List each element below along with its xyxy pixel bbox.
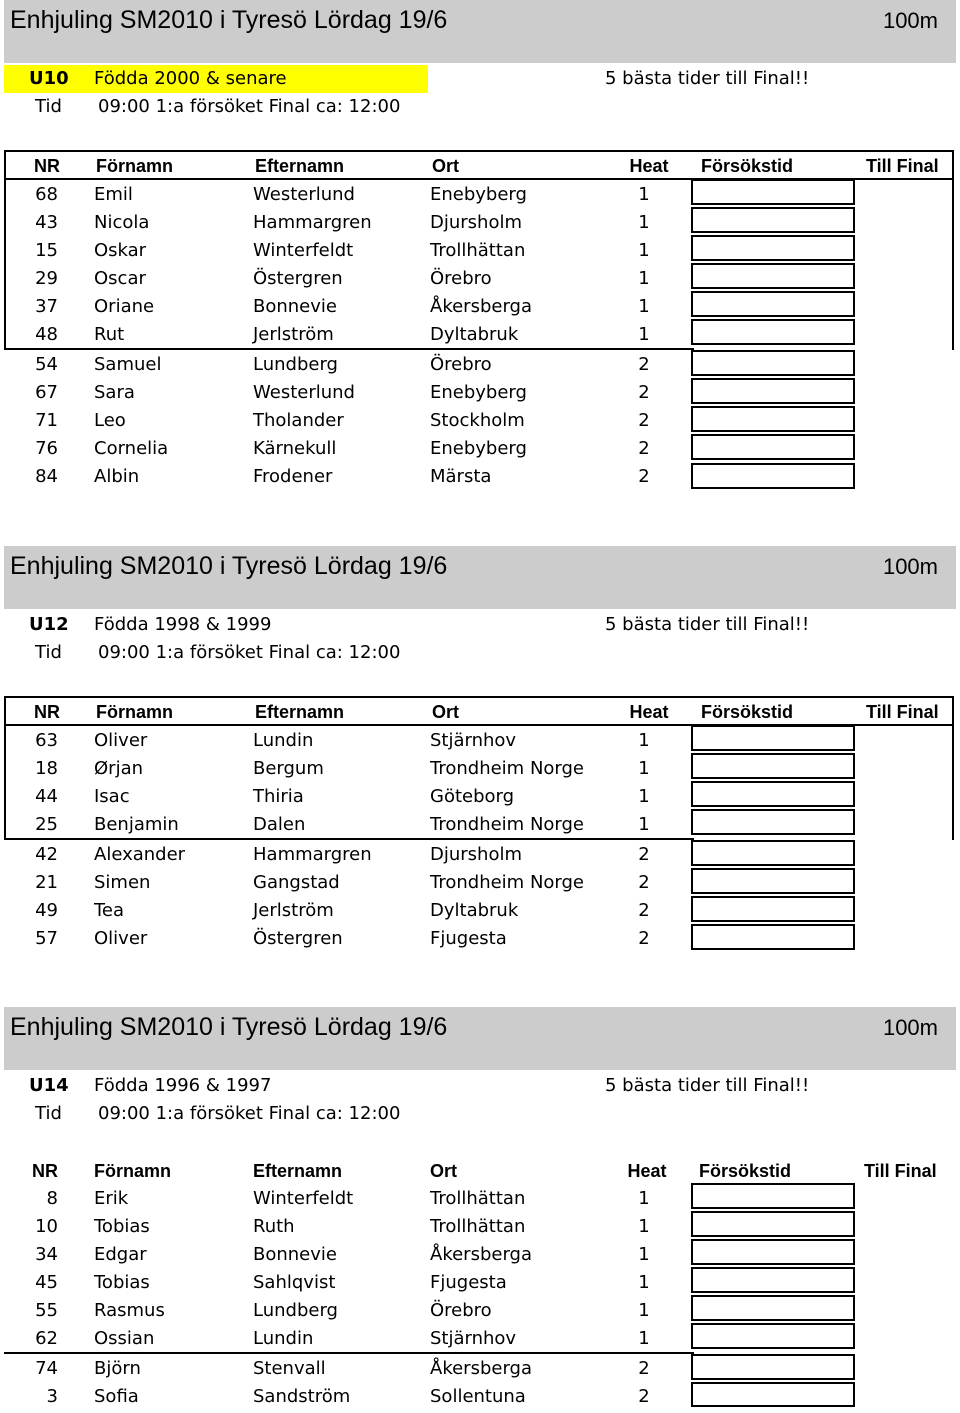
trial-time-box[interactable] (691, 896, 855, 922)
cell-heat: 2 (638, 466, 650, 487)
cell-firstname: Emil (94, 184, 133, 205)
cell-lastname: Kärnekull (253, 438, 337, 459)
cell-city: Dyltabruk (430, 900, 519, 921)
page-title: Enhjuling SM2010 i Tyresö Lördag 19/6 (10, 552, 448, 580)
col-lastname: Efternamn (253, 1161, 343, 1181)
table-header (4, 696, 954, 726)
trial-time-box[interactable] (691, 1354, 855, 1380)
col-nr: NR (32, 1161, 58, 1181)
cell-firstname: Tobias (94, 1272, 150, 1293)
col-nr: NR (34, 156, 60, 176)
cell-nr: 18 (35, 758, 58, 779)
cell-city: Fjugesta (430, 1272, 507, 1293)
trial-time-box[interactable] (691, 1239, 855, 1265)
page-title: Enhjuling SM2010 i Tyresö Lördag 19/6 (10, 6, 448, 34)
cell-firstname: Sara (94, 382, 135, 403)
cell-firstname: Benjamin (94, 814, 179, 835)
cell-lastname: Lundberg (253, 1300, 338, 1321)
time-value: 09:00 1:a försöket Final ca: 12:00 (98, 96, 401, 117)
cell-heat: 1 (638, 786, 650, 807)
cell-firstname: Erik (94, 1188, 129, 1209)
col-lastname: Efternamn (255, 702, 345, 722)
cell-firstname: Isac (94, 786, 130, 807)
cell-lastname: Frodener (253, 466, 333, 487)
trial-time-box[interactable] (691, 463, 855, 489)
cell-nr: 76 (35, 438, 58, 459)
col-city: Ort (432, 156, 459, 176)
trial-time-box[interactable] (691, 868, 855, 894)
cell-lastname: Hammargren (253, 844, 372, 865)
col-final: Till Final (864, 1161, 937, 1181)
cell-nr: 54 (35, 354, 58, 375)
cell-heat: 2 (638, 354, 650, 375)
cell-nr: 15 (35, 240, 58, 261)
cell-city: Trondheim Norge (430, 758, 585, 779)
col-heat: Heat (627, 1161, 667, 1181)
cell-firstname: Oriane (94, 296, 155, 317)
cell-lastname: Bonnevie (253, 1244, 337, 1265)
trial-time-box[interactable] (691, 319, 855, 345)
cell-lastname: Lundin (253, 730, 314, 751)
cell-lastname: Östergren (253, 268, 343, 289)
col-firstname: Förnamn (96, 156, 174, 176)
title-bar (4, 546, 956, 609)
cell-nr: 68 (35, 184, 58, 205)
cell-nr: 49 (35, 900, 58, 921)
cell-heat: 1 (638, 758, 650, 779)
born-label: Födda 1996 & 1997 (94, 1075, 272, 1096)
col-nr: NR (34, 702, 60, 722)
cell-city: Enebyberg (430, 184, 527, 205)
col-lastname: Efternamn (255, 156, 345, 176)
trial-time-box[interactable] (691, 1183, 855, 1209)
cell-firstname: Tobias (94, 1216, 150, 1237)
col-trial: Försökstid (701, 702, 794, 722)
cell-nr: 3 (46, 1386, 58, 1407)
trial-time-box[interactable] (691, 434, 855, 460)
cell-lastname: Bonnevie (253, 296, 337, 317)
cell-firstname: Björn (94, 1358, 141, 1379)
cell-city: Örebro (430, 1300, 492, 1321)
cell-firstname: Oliver (94, 928, 148, 949)
final-note: 5 bästa tider till Final!! (605, 1075, 810, 1096)
cell-city: Stockholm (430, 410, 525, 431)
col-firstname: Förnamn (94, 1161, 172, 1181)
cell-nr: 45 (35, 1272, 58, 1293)
cell-lastname: Hammargren (253, 212, 372, 233)
class-label: U14 (29, 1075, 69, 1096)
cell-nr: 74 (35, 1358, 58, 1379)
cell-heat: 1 (638, 268, 650, 289)
cell-nr: 8 (46, 1188, 58, 1209)
cell-firstname: Oliver (94, 730, 148, 751)
section-u12 (0, 546, 960, 966)
cell-heat: 1 (638, 814, 650, 835)
trial-time-box[interactable] (691, 809, 855, 835)
trial-time-box[interactable] (691, 378, 855, 404)
cell-heat: 1 (638, 1188, 650, 1209)
trial-time-box[interactable] (691, 350, 855, 376)
trial-time-box[interactable] (691, 1323, 855, 1349)
cell-heat: 2 (638, 382, 650, 403)
cell-heat: 1 (638, 184, 650, 205)
cell-heat: 1 (638, 240, 650, 261)
cell-nr: 62 (35, 1328, 58, 1349)
trial-time-box[interactable] (691, 753, 855, 779)
cell-firstname: Rasmus (94, 1300, 165, 1321)
time-label: Tid (35, 642, 62, 663)
cell-heat: 2 (638, 928, 650, 949)
page-title: Enhjuling SM2010 i Tyresö Lördag 19/6 (10, 1013, 448, 1041)
trial-time-box[interactable] (691, 840, 855, 866)
cell-city: Stjärnhov (430, 1328, 517, 1349)
cell-city: Åkersberga (430, 296, 532, 317)
cell-lastname: Westerlund (253, 184, 355, 205)
cell-city: Trollhättan (430, 1216, 526, 1237)
cell-city: Trollhättan (430, 1188, 526, 1209)
cell-lastname: Jerlström (253, 324, 334, 345)
title-bar (4, 0, 956, 63)
trial-time-box[interactable] (691, 1267, 855, 1293)
col-final: Till Final (866, 156, 939, 176)
trial-time-box[interactable] (691, 1382, 855, 1407)
cell-nr: 43 (35, 212, 58, 233)
trial-time-box[interactable] (691, 179, 855, 205)
cell-nr: 21 (35, 872, 58, 893)
trial-time-box[interactable] (691, 207, 855, 233)
cell-lastname: Sandström (253, 1386, 351, 1407)
trial-time-box[interactable] (691, 263, 855, 289)
table-header (4, 150, 954, 180)
cell-city: Örebro (430, 354, 492, 375)
cell-firstname: Edgar (94, 1244, 147, 1265)
cell-city: Fjugesta (430, 928, 507, 949)
time-value: 09:00 1:a försöket Final ca: 12:00 (98, 1103, 401, 1124)
col-city: Ort (432, 702, 459, 722)
cell-heat: 1 (638, 212, 650, 233)
col-trial: Försökstid (699, 1161, 792, 1181)
cell-firstname: Cornelia (94, 438, 169, 459)
cell-firstname: Tea (94, 900, 125, 921)
cell-nr: 67 (35, 382, 58, 403)
cell-heat: 2 (638, 438, 650, 459)
cell-firstname: Albin (94, 466, 140, 487)
cell-lastname: Lundberg (253, 354, 338, 375)
cell-lastname: Östergren (253, 928, 343, 949)
cell-nr: 34 (35, 1244, 58, 1265)
cell-firstname: Alexander (94, 844, 186, 865)
cell-nr: 71 (35, 410, 58, 431)
cell-firstname: Sofia (94, 1386, 139, 1407)
cell-lastname: Sahlqvist (253, 1272, 336, 1293)
cell-city: Örebro (430, 268, 492, 289)
trial-time-box[interactable] (691, 1295, 855, 1321)
time-label: Tid (35, 1103, 62, 1124)
cell-city: Trondheim Norge (430, 872, 585, 893)
cell-nr: 29 (35, 268, 58, 289)
cell-city: Dyltabruk (430, 324, 519, 345)
cell-firstname: Ossian (94, 1328, 155, 1349)
col-heat: Heat (629, 702, 669, 722)
cell-lastname: Winterfeldt (253, 1188, 354, 1209)
cell-firstname: Oskar (94, 240, 147, 261)
cell-city: Åkersberga (430, 1244, 532, 1265)
cell-nr: 44 (35, 786, 58, 807)
cell-heat: 2 (638, 900, 650, 921)
cell-city: Djursholm (430, 212, 523, 233)
cell-nr: 55 (35, 1300, 58, 1321)
born-label: Födda 2000 & senare (94, 68, 287, 89)
col-city: Ort (430, 1161, 457, 1181)
cell-lastname: Winterfeldt (253, 240, 354, 261)
cell-city: Göteborg (430, 786, 515, 807)
col-trial: Försökstid (701, 156, 794, 176)
cell-heat: 1 (638, 1244, 650, 1265)
cell-lastname: Ruth (253, 1216, 295, 1237)
cell-firstname: Simen (94, 872, 151, 893)
cell-nr: 63 (35, 730, 58, 751)
cell-heat: 1 (638, 296, 650, 317)
cell-nr: 57 (35, 928, 58, 949)
section-u14 (0, 1007, 960, 1413)
cell-nr: 48 (35, 324, 58, 345)
cell-firstname: Rut (94, 324, 125, 345)
trial-time-box[interactable] (691, 781, 855, 807)
cell-lastname: Lundin (253, 1328, 314, 1349)
born-label: Födda 1998 & 1999 (94, 614, 272, 635)
trial-time-box[interactable] (691, 924, 855, 950)
cell-firstname: Nicola (94, 212, 150, 233)
final-note: 5 bästa tider till Final!! (605, 68, 810, 89)
cell-heat: 1 (638, 324, 650, 345)
cell-lastname: Jerlström (253, 900, 334, 921)
cell-firstname: Oscar (94, 268, 146, 289)
cell-city: Sollentuna (430, 1386, 526, 1407)
cell-city: Märsta (430, 466, 492, 487)
cell-nr: 37 (35, 296, 58, 317)
col-heat: Heat (629, 156, 669, 176)
time-label: Tid (35, 96, 62, 117)
cell-city: Stjärnhov (430, 730, 517, 751)
cell-lastname: Bergum (253, 758, 324, 779)
trial-time-box[interactable] (691, 235, 855, 261)
cell-heat: 2 (638, 872, 650, 893)
cell-lastname: Gangstad (253, 872, 340, 893)
final-note: 5 bästa tider till Final!! (605, 614, 810, 635)
cell-nr: 42 (35, 844, 58, 865)
cell-heat: 1 (638, 1300, 650, 1321)
cell-lastname: Stenvall (253, 1358, 326, 1379)
cell-heat: 1 (638, 1272, 650, 1293)
cell-city: Enebyberg (430, 438, 527, 459)
cell-city: Trollhättan (430, 240, 526, 261)
class-label: U12 (29, 614, 69, 635)
cell-heat: 2 (638, 844, 650, 865)
cell-nr: 84 (35, 466, 58, 487)
cell-city: Åkersberga (430, 1358, 532, 1379)
title-bar (4, 1007, 956, 1070)
trial-time-box[interactable] (691, 725, 855, 751)
cell-city: Djursholm (430, 844, 523, 865)
cell-city: Enebyberg (430, 382, 527, 403)
distance-label: 100m (882, 554, 938, 579)
class-label: U10 (29, 68, 69, 89)
cell-lastname: Thiria (253, 786, 304, 807)
trial-time-box[interactable] (691, 1211, 855, 1237)
cell-firstname: Ørjan (94, 758, 144, 779)
col-firstname: Förnamn (96, 702, 174, 722)
cell-heat: 2 (638, 1386, 650, 1407)
distance-label: 100m (882, 8, 938, 33)
section-u10 (0, 0, 960, 500)
trial-time-box[interactable] (691, 291, 855, 317)
cell-lastname: Westerlund (253, 382, 355, 403)
cell-lastname: Dalen (253, 814, 306, 835)
trial-time-box[interactable] (691, 406, 855, 432)
cell-firstname: Samuel (94, 354, 162, 375)
cell-heat: 1 (638, 1216, 650, 1237)
cell-lastname: Tholander (253, 410, 344, 431)
cell-heat: 1 (638, 1328, 650, 1349)
cell-heat: 1 (638, 730, 650, 751)
col-final: Till Final (866, 702, 939, 722)
distance-label: 100m (882, 1015, 938, 1040)
cell-nr: 10 (35, 1216, 58, 1237)
cell-city: Trondheim Norge (430, 814, 585, 835)
time-value: 09:00 1:a försöket Final ca: 12:00 (98, 642, 401, 663)
cell-firstname: Leo (94, 410, 126, 431)
cell-heat: 2 (638, 410, 650, 431)
cell-nr: 25 (35, 814, 58, 835)
cell-heat: 2 (638, 1358, 650, 1379)
